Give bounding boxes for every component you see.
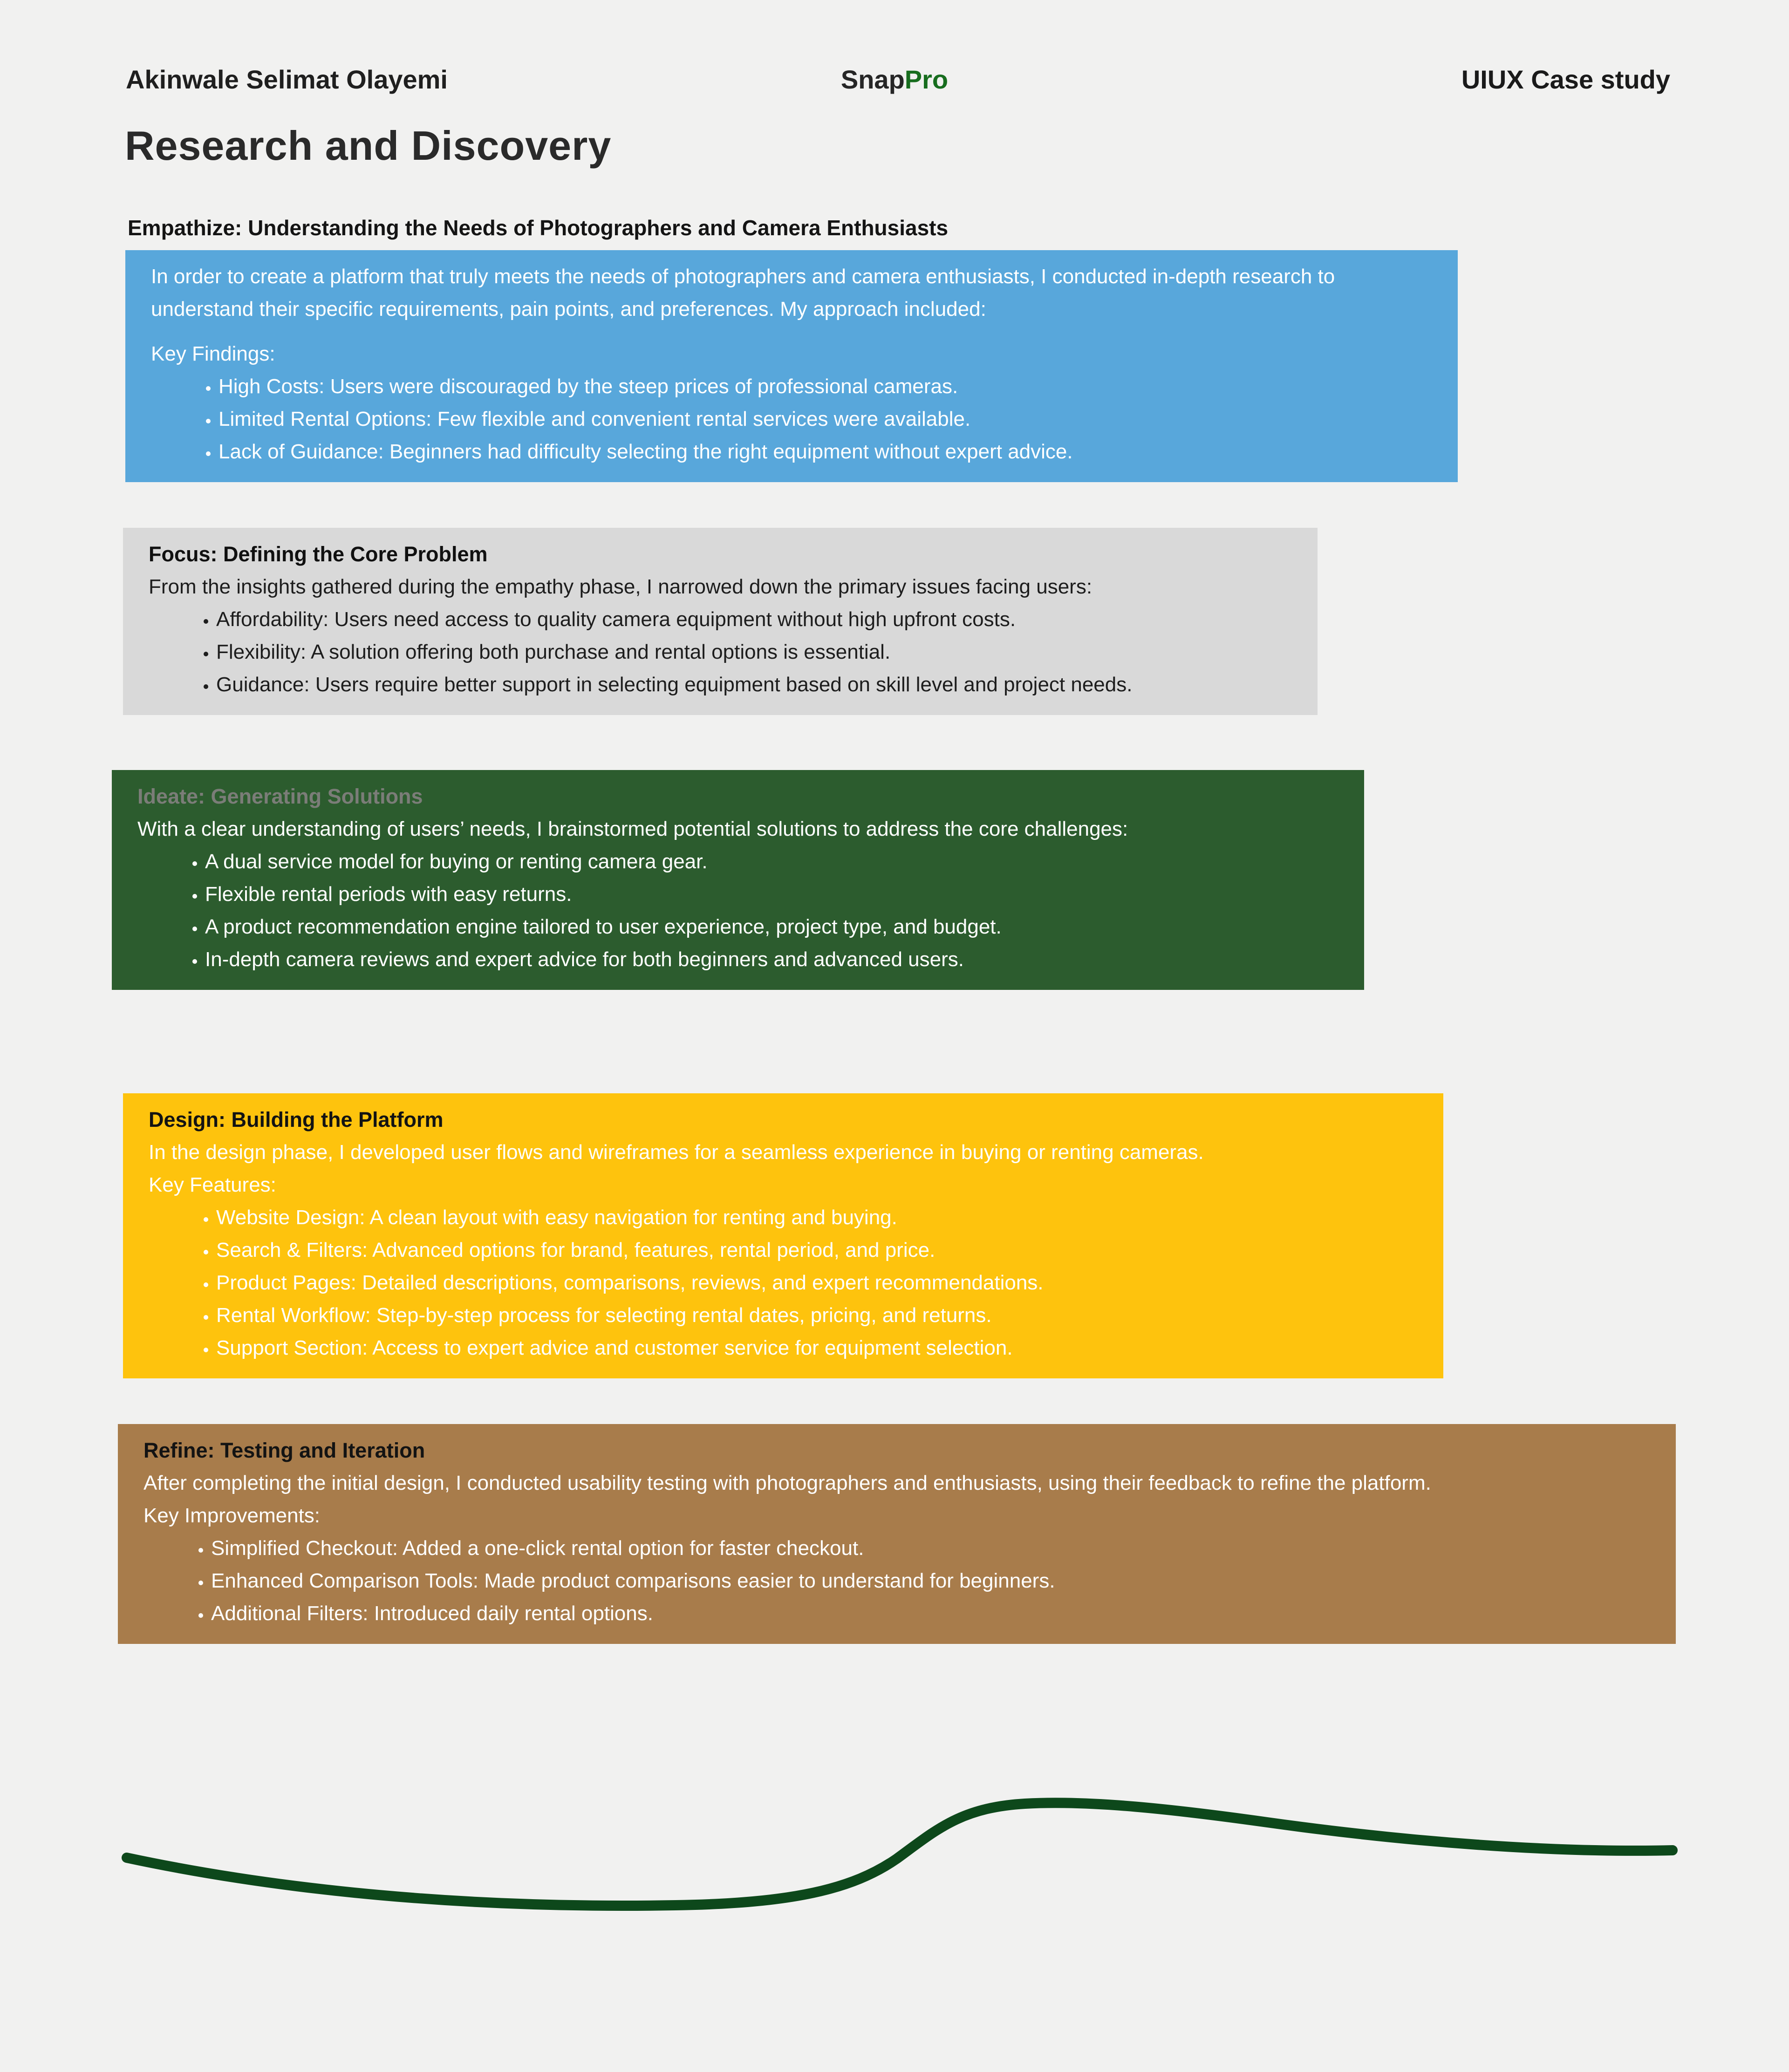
header-right-label: UIUX Case study [1461, 65, 1670, 94]
bullet-list [149, 1201, 1420, 1364]
list-label: Key Findings: [151, 342, 275, 365]
section-intro: With a clear understanding of users’ needs, I brainstormed potential solutions to address the core challenges: [137, 818, 1128, 840]
list-item: • A product recommendation engine tailored to user experience, project type, and budget. [205, 911, 1341, 943]
list-item: • Support Section: Access to expert advice and customer service for equipment selection. [216, 1332, 1420, 1364]
bullet-list [143, 1532, 1652, 1630]
list-item: • Guidance: Users require better support in selecting equipment based on skill level and project needs. [216, 668, 1294, 701]
section-heading-empathize: Empathize: Understanding the Needs of Photographers and Camera Enthusiasts [128, 216, 949, 240]
list-label: Key Features: [149, 1173, 276, 1196]
section-heading-focus: Focus: Defining the Core Problem [149, 542, 488, 566]
brand-logo-prefix: Snap [840, 65, 905, 94]
list-item: • Simplified Checkout: Added a one-click rental option for faster checkout. [211, 1532, 1652, 1565]
section-heading-refine: Refine: Testing and Iteration [143, 1438, 425, 1462]
list-item: • High Costs: Users were discouraged by the steep prices of professional cameras. [219, 370, 1434, 403]
decorative-curve [0, 1765, 1789, 1980]
list-item: • Additional Filters: Introduced daily rental options. [211, 1597, 1652, 1630]
section-intro: In the design phase, I developed user flows and wireframes for a seamless experience in buying or renting cameras. [149, 1141, 1204, 1164]
bullet-list [149, 603, 1294, 701]
list-item: • Product Pages: Detailed descriptions, comparisons, reviews, and expert recommendations. [216, 1267, 1420, 1299]
section-focus [123, 528, 1318, 715]
bullet-list [151, 370, 1434, 468]
section-refine [118, 1424, 1676, 1644]
section-heading-design: Design: Building the Platform [149, 1108, 444, 1131]
section-ideate [112, 770, 1364, 990]
author-name: Akinwale Selimat Olayemi [126, 65, 448, 94]
list-item: • Lack of Guidance: Beginners had difficulty selecting the right equipment without expert advice. [219, 436, 1434, 468]
list-item: • Website Design: A clean layout with easy navigation for renting and buying. [216, 1201, 1420, 1234]
list-item: • Flexible rental periods with easy returns. [205, 878, 1341, 911]
section-heading-ideate: Ideate: Generating Solutions [137, 784, 423, 808]
list-item: • A dual service model for buying or renting camera gear. [205, 845, 1341, 878]
list-item: • Affordability: Users need access to quality camera equipment without high upfront costs. [216, 603, 1294, 636]
section-intro: From the insights gathered during the empathy phase, I narrowed down the primary issues facing users: [149, 575, 1093, 598]
list-item: • Enhanced Comparison Tools: Made product comparisons easier to understand for beginners. [211, 1565, 1652, 1597]
list-item: • Limited Rental Options: Few flexible and convenient rental services were available. [219, 403, 1434, 436]
list-item: • Rental Workflow: Step-by-step process for selecting rental dates, pricing, and returns. [216, 1299, 1420, 1332]
curve-path [127, 1803, 1673, 1906]
section-intro: In order to create a platform that truly meets the needs of photographers and camera enthusiasts, I conducted in-depth research to understand their specific requirements, pain points, and preferences. My approach included: [151, 265, 1335, 320]
bullet-list [137, 845, 1341, 976]
list-item: • In-depth camera reviews and expert advice for both beginners and advanced users. [205, 943, 1341, 976]
section-intro: After completing the initial design, I conducted usability testing with photographers and enthusiasts, using their feedback to refine the platform. [143, 1472, 1431, 1494]
list-label: Key Improvements: [143, 1504, 321, 1527]
brand-logo-suffix: Pro [904, 65, 949, 94]
list-item: • Flexibility: A solution offering both purchase and rental options is essential. [216, 636, 1294, 668]
curve-svg [0, 1765, 1789, 1980]
section-design [123, 1093, 1443, 1378]
page-title: Research and Discovery [125, 123, 612, 169]
section-empathize [125, 250, 1458, 482]
list-item: • Search & Filters: Advanced options for brand, features, rental period, and price. [216, 1234, 1420, 1267]
